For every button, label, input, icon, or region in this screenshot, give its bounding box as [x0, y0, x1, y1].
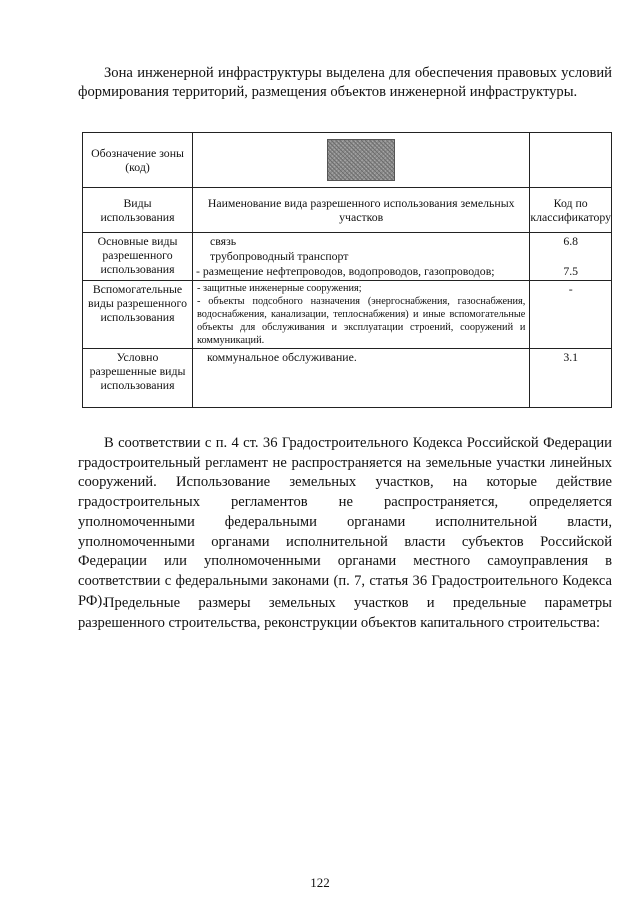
conditional-types-text: коммунальное обслуживание.: [193, 349, 530, 408]
zone-regulation-table: [82, 132, 612, 408]
header-name: Наименование вида разрешенного использования земельных участков: [193, 188, 530, 233]
table-row: [83, 233, 612, 281]
conditional-types-label: Условно разрешенные виды использования: [83, 349, 193, 408]
list-item: трубопроводный транспорт: [210, 249, 349, 263]
auxiliary-code: -: [530, 281, 612, 349]
zone-code-label: Обозначение зоны (код): [83, 133, 193, 188]
list-item: - объекты подсобного назначения (энергоснабжения, газоснабжения, водоснабжения, канализации, теплоснабжения) и иные вспомогательные объекты для обслуживания и эксплуатации строений, сооружений и коммуникаций.: [197, 296, 526, 346]
main-types-codes: [530, 233, 612, 281]
zone-pattern-swatch: [327, 139, 395, 181]
table-row: [83, 349, 612, 408]
table-header-row: [83, 188, 612, 233]
code-value: 7.5: [563, 264, 579, 278]
list-item: - защитные инженерные сооружения;: [197, 283, 362, 294]
body-paragraph-2: Предельные размеры земельных участков и предельные параметры разрешенного строительства, реконструкции объектов капитального строительства:: [78, 595, 612, 631]
auxiliary-types-list: [193, 281, 530, 349]
conditional-code: 3.1: [530, 349, 612, 408]
intro-paragraph: Зона инженерной инфраструктуры выделена для обеспечения правовых условий формирования территорий, размещения объектов инженерной инфраструктуры.: [78, 65, 612, 100]
list-item: связь: [210, 234, 237, 248]
auxiliary-types-label: Вспомогательные виды разрешенного использования: [83, 281, 193, 349]
zone-code-row: [83, 133, 612, 188]
main-types-list: [193, 233, 530, 281]
header-code: Код по классификатору: [530, 188, 612, 233]
body-paragraph-1: В соответствии с п. 4 ст. 36 Градостроительного Кодекса Российской Федерации градостроительный регламент не распространяется на земельные участки линейных сооружений. Использование земельных участков, на которые действие градостроительных регламентов не распространяется, определяется уполномоченными федеральными органами исполнительной власти, уполномоченными органами исполнительной власти субъектов Российской Федерации или уполномоченными органами местного самоуправления в соответствии с федеральными законами (п. 7, статья 36 Градостроительного Кодекса РФ).: [78, 435, 612, 609]
zone-code-empty-cell: [530, 133, 612, 188]
list-item: - размещение нефтепроводов, водопроводов, газопроводов;: [196, 264, 495, 278]
code-value: 6.8: [563, 234, 579, 248]
zone-code-cell: [193, 133, 530, 188]
header-types: Виды использования: [83, 188, 193, 233]
main-types-label: Основные виды разрешенного использования: [83, 233, 193, 281]
table-row: [83, 281, 612, 349]
page-number: 122: [310, 875, 330, 890]
